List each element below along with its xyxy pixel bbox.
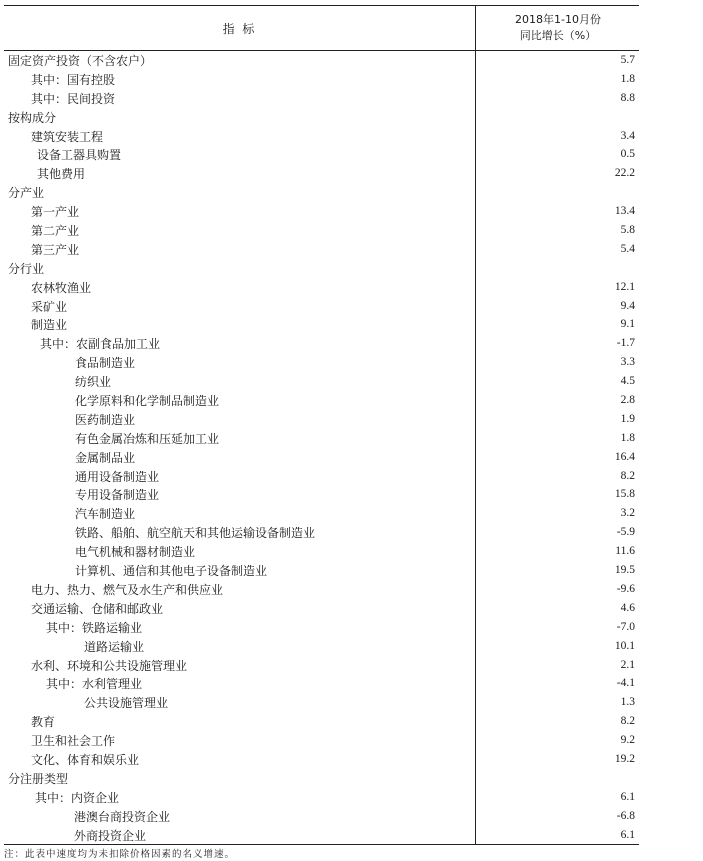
row-value: 8.2	[620, 469, 635, 482]
table-row	[4, 693, 639, 712]
table-row	[4, 259, 639, 278]
row-value: 6.1	[620, 828, 635, 841]
row-value: 9.2	[620, 734, 635, 747]
row-value: 9.4	[620, 299, 635, 312]
table-row	[4, 240, 639, 259]
row-value: 5.4	[620, 242, 635, 255]
row-value: -7.0	[616, 620, 635, 633]
table-body	[4, 51, 639, 845]
row-value: 2.8	[620, 394, 635, 407]
row-value: 8.8	[620, 91, 635, 104]
table-row	[4, 51, 639, 70]
table-row	[4, 410, 639, 429]
row-label: 分行业	[8, 261, 45, 276]
table-row	[4, 127, 639, 146]
row-label: 设备工器具购置	[37, 148, 122, 163]
row-value: 4.5	[620, 375, 635, 388]
row-value: 9.1	[620, 318, 635, 331]
row-value: 1.8	[620, 431, 635, 444]
row-label: 计算机、通信和其他电子设备制造业	[75, 564, 268, 579]
table-row	[4, 278, 639, 297]
table-row	[4, 580, 639, 599]
table-row	[4, 731, 639, 750]
table-row	[4, 372, 639, 391]
row-value: 8.2	[620, 715, 635, 728]
table-row	[4, 297, 639, 316]
row-value: -5.9	[616, 526, 635, 539]
table-row	[4, 561, 639, 580]
row-label: 金属制品业	[75, 450, 136, 465]
row-label: 建筑安装工程	[31, 129, 104, 144]
table-row	[4, 221, 639, 240]
row-label: 食品制造业	[75, 356, 136, 371]
row-label: 铁路、船舶、航空航天和其他运输设备制造业	[75, 526, 316, 541]
row-label: 制造业	[31, 318, 68, 333]
row-value: 3.2	[620, 507, 635, 520]
row-label: 固定资产投资（不含农户）	[8, 54, 153, 68]
row-label: 水利、环境和公共设施管理业	[31, 658, 188, 673]
row-value: 1.8	[620, 72, 635, 85]
table-row	[4, 108, 639, 127]
table-row	[4, 712, 639, 731]
row-label: 其中：铁路运输业	[46, 620, 143, 635]
row-label: 化学原料和化学制品制造业	[75, 394, 220, 409]
row-label: 第一产业	[31, 205, 80, 220]
row-value: -4.1	[616, 677, 635, 690]
row-label: 分产业	[8, 186, 45, 201]
row-label: 按构成分	[8, 110, 57, 125]
table-row	[4, 429, 639, 448]
row-label: 专用设备制造业	[75, 488, 160, 503]
row-label: 其中：国有控股	[31, 72, 116, 87]
table-row	[4, 145, 639, 164]
row-value: 19.2	[614, 752, 635, 765]
row-label: 医药制造业	[75, 412, 136, 427]
table-row	[4, 485, 639, 504]
row-value: 5.8	[620, 224, 635, 237]
row-value: -9.6	[616, 582, 635, 595]
table-row	[4, 353, 639, 372]
statistics-table	[4, 5, 639, 845]
row-label: 其中：内资企业	[35, 790, 120, 805]
table-row	[4, 788, 639, 807]
table-row	[4, 70, 639, 89]
table-row	[4, 89, 639, 108]
table-row	[4, 183, 639, 202]
row-value: 11.6	[615, 545, 635, 558]
indicator-column-header: 指 标	[222, 21, 257, 36]
table-row	[4, 637, 639, 656]
row-label: 电气机械和器材制造业	[75, 545, 196, 560]
table-row	[4, 599, 639, 618]
row-label: 港澳台商投资企业	[74, 809, 171, 824]
table-row	[4, 164, 639, 183]
table-row	[4, 504, 639, 523]
row-label: 公共设施管理业	[84, 696, 169, 711]
row-value: 6.1	[620, 790, 635, 803]
row-value: 12.1	[614, 280, 635, 293]
table-row	[4, 467, 639, 486]
row-value: -1.7	[616, 337, 635, 350]
row-label: 文化、体育和娱乐业	[31, 752, 140, 767]
row-label: 纺织业	[75, 375, 112, 390]
table-header	[4, 5, 639, 51]
row-label: 汽车制造业	[75, 507, 136, 522]
row-label: 道路运输业	[84, 639, 145, 654]
table-row	[4, 750, 639, 769]
row-label: 第三产业	[31, 242, 80, 257]
row-label: 卫生和社会工作	[31, 734, 116, 749]
row-label: 通用设备制造业	[75, 469, 160, 484]
row-label: 第二产业	[31, 224, 80, 239]
row-label: 分注册类型	[8, 771, 69, 786]
table-row	[4, 202, 639, 221]
row-label: 其中：水利管理业	[46, 677, 143, 692]
table-row	[4, 674, 639, 693]
row-label: 外商投资企业	[74, 828, 147, 843]
table-row	[4, 315, 639, 334]
row-value: 3.4	[620, 129, 635, 142]
row-label: 其他费用	[37, 167, 86, 182]
row-value: 3.3	[620, 356, 635, 369]
table-row	[4, 618, 639, 637]
row-value: 0.5	[620, 148, 635, 161]
growth-label: 同比增长（%）	[519, 29, 597, 42]
row-label: 有色金属冶炼和压延加工业	[75, 431, 220, 446]
table-row	[4, 391, 639, 410]
row-label: 交通运输、仓储和邮政业	[31, 601, 164, 616]
table-row	[4, 769, 639, 788]
row-value: 19.5	[614, 564, 635, 577]
row-label: 其中：农副食品加工业	[40, 337, 161, 352]
table-row	[4, 807, 639, 826]
table-row	[4, 542, 639, 561]
row-label: 农林牧渔业	[31, 280, 92, 295]
period-label: 2018年1-10月份	[515, 13, 601, 26]
row-value: 4.6	[620, 601, 635, 614]
row-value: 1.3	[620, 696, 635, 709]
table-row	[4, 523, 639, 542]
row-value: 22.2	[614, 167, 635, 180]
growth-column-header	[475, 6, 640, 50]
row-label: 采矿业	[31, 299, 68, 314]
row-value: -6.8	[616, 809, 635, 822]
row-value: 16.4	[614, 450, 635, 463]
row-value: 5.7	[620, 54, 635, 66]
table-row	[4, 334, 639, 353]
row-label: 教育	[31, 715, 56, 730]
row-value: 2.1	[620, 658, 635, 671]
table-row	[4, 448, 639, 467]
row-label: 其中：民间投资	[31, 91, 116, 106]
row-value: 13.4	[614, 205, 635, 218]
row-value: 15.8	[614, 488, 635, 501]
row-value: 1.9	[620, 412, 635, 425]
row-value: 10.1	[614, 639, 635, 652]
table-row	[4, 826, 639, 845]
row-label: 电力、热力、燃气及水生产和供应业	[31, 582, 224, 597]
table-row	[4, 656, 639, 675]
footnote: 注：此表中速度均为未扣除价格因素的名义增速。	[4, 849, 236, 860]
